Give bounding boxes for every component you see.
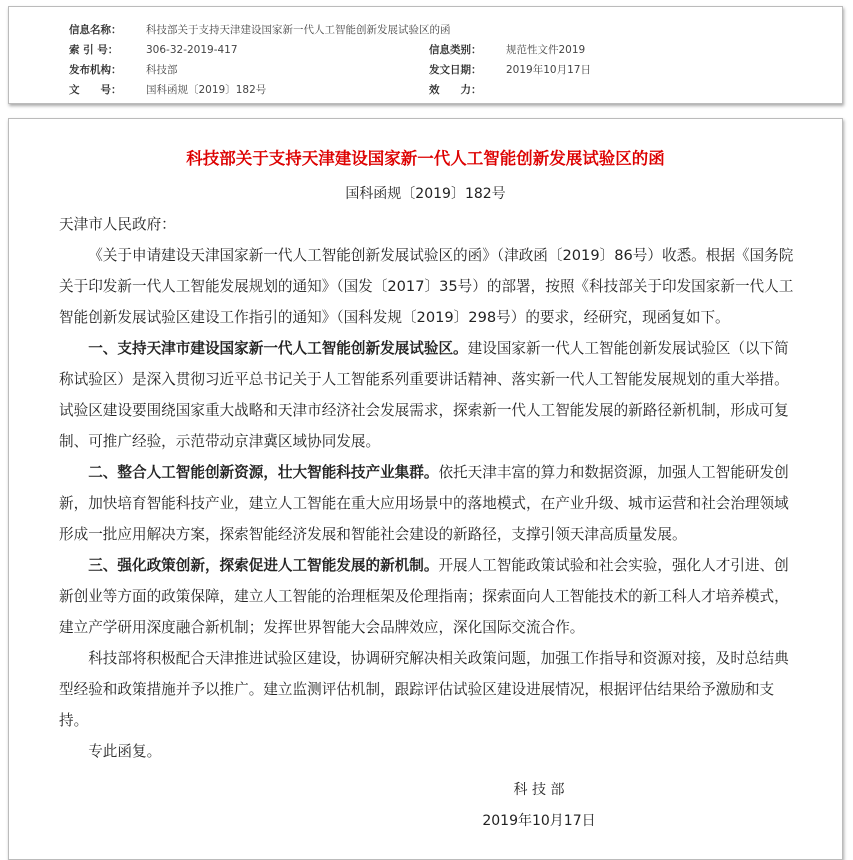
salutation: 天津市人民政府： [59,216,176,233]
paragraph-4-heading: 三、强化政策创新，探索促进人工智能发展的新机制。 [88,557,439,574]
paragraph-3 [59,457,799,550]
info-name-label: 信息名称： [69,24,122,36]
paragraph-3-heading: 二、整合人工智能创新资源，壮大智能科技产业集群。 [88,464,439,481]
info-name-value: 科技部关于支持天津建设国家新一代人工智能创新发展试验区的函 [146,24,451,36]
paragraph-1: 《关于申请建设天津国家新一代人工智能创新发展试验区的函》（津政函〔2019〕86号）收悉。根据《国务院关于印发新一代人工智能发展规划的通知》（国发〔2017〕35号）的部署，按照《科技部关于印发国家新一代人工智能创新发展试验区建设工作指引的通知》（国科发规〔2019〕298号）的要求，经研究，现函复如下。 [59,247,794,326]
document-body [8,118,843,860]
paragraph-4 [59,550,799,643]
info-date-label: 发文日期： [429,64,482,76]
info-validity-label: 效 力： [429,84,482,96]
info-panel [8,6,843,104]
signature: 科 技 部 [513,782,565,798]
info-issuer-label: 发布机构： [69,64,122,76]
info-docno-value: 国科函规〔2019〕182号 [146,84,267,96]
info-docno-label: 文 号： [69,84,122,96]
paragraph-5: 科技部将积极配合天津推进试验区建设，协调研究解决相关政策问题，加强工作指导和资源对接，及时总结典型经验和政策措施并予以推广。建立监测评估机制，跟踪评估试验区建设进展情况，根据评估结果给予激励和支持。 [59,650,789,729]
document-title: 科技部关于支持天津建设国家新一代人工智能创新发展试验区的函 [186,149,665,168]
info-index-label: 索 引 号： [69,44,119,56]
paragraph-2 [59,333,799,457]
paragraph-4-text: 开展人工智能政策试验和社会实验，强化人才引进、创新创业等方面的政策保障，建立人工智能的治理框架及伦理指南；探索面向人工智能技术的新工科人才培养模式，建立产学研用深度融合新机制；发挥世界智能大会品牌效应，深化国际交流合作。 [59,557,789,636]
paragraph-2-text: 建设国家新一代人工智能创新发展试验区（以下简称试验区）是深入贯彻习近平总书记关于人工智能系列重要讲话精神、落实新一代人工智能发展规划的重大举措。试验区建设要围绕国家重大战略和天津市经济社会发展需求，探索新一代人工智能发展的新路径新机制，形成可复制、可推广经验，示范带动京津冀区域协同发展。 [59,340,789,450]
info-index-value: 306-32-2019-417 [146,44,238,56]
paragraph-2-heading: 一、支持天津市建设国家新一代人工智能创新发展试验区。 [88,340,468,357]
signature-date: 2019年10月17日 [482,813,596,829]
paragraph-3-text: 依托天津丰富的算力和数据资源，加强人工智能研发创新，加快培育智能科技产业，建立人工智能在重大应用场景中的落地模式，在产业升级、城市运营和社会治理领域形成一批应用解决方案，探索智能经济发展和智能社会建设的新路径，支撑引领天津高质量发展。 [59,464,789,543]
document-text [59,209,799,767]
info-category-value: 规范性文件2019 [506,44,586,56]
info-issuer-value: 科技部 [146,64,178,76]
info-date-value: 2019年10月17日 [506,64,591,76]
document-number: 国科函规〔2019〕182号 [345,186,506,202]
info-category-label: 信息类别： [429,44,482,56]
paragraph-6: 专此函复。 [88,743,162,760]
